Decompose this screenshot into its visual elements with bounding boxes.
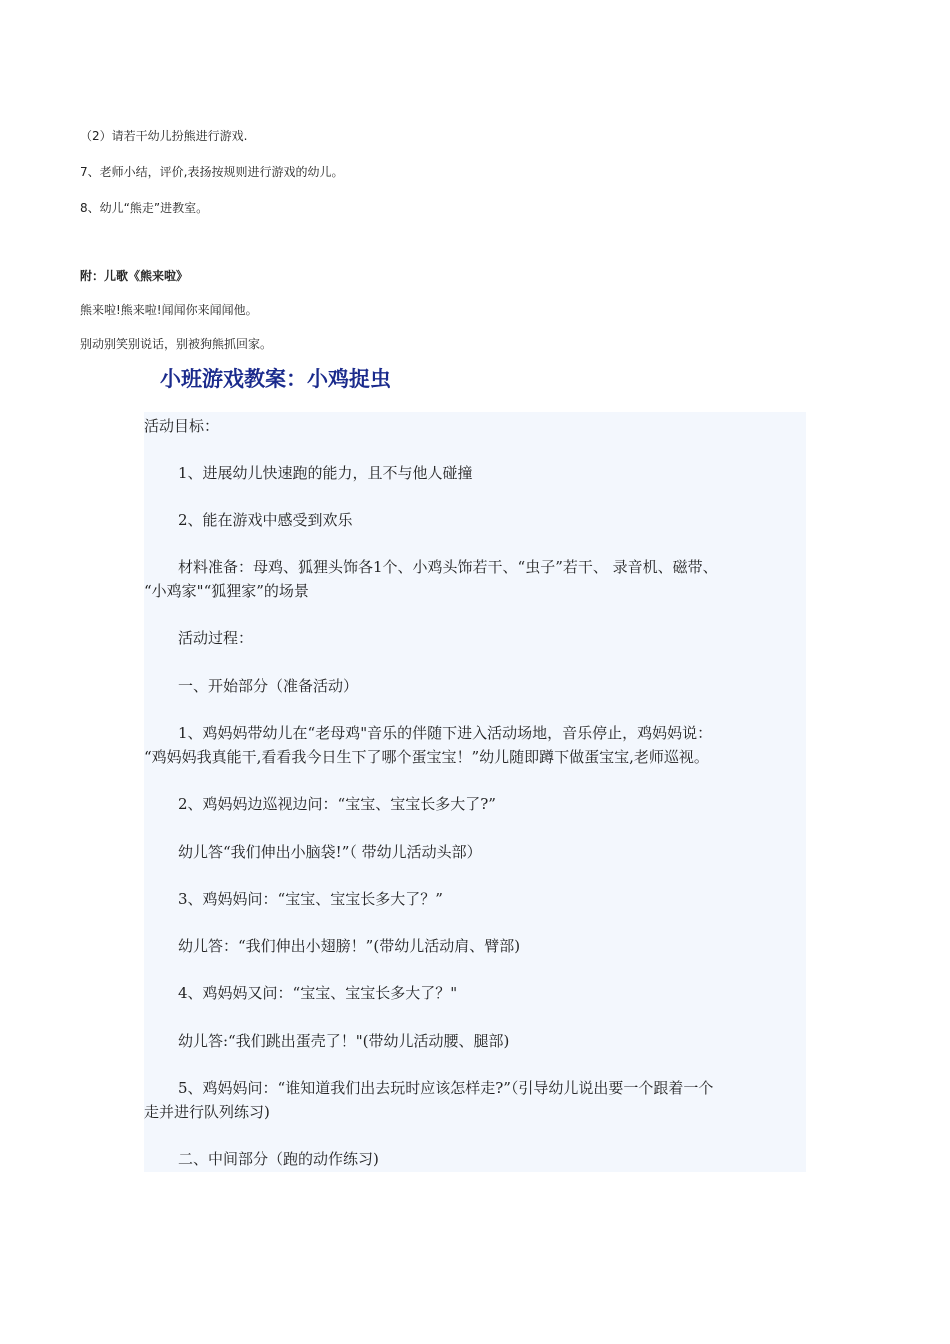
- step-5-line-2: 走并进行队列练习): [144, 1103, 270, 1121]
- step-3-question: 3、鸡妈妈问：“宝宝、宝宝长多大了？”: [178, 890, 443, 908]
- song-line-1: 熊来啦!熊来啦!闻闻你来闻闻他。: [80, 303, 258, 317]
- lesson-title: 小班游戏教案：小鸡捉虫: [160, 367, 391, 391]
- text-line-game-step-2: （2）请若干幼儿扮熊进行游戏.: [80, 129, 248, 143]
- materials-line-1: 材料准备：母鸡、狐狸头饰各1个、小鸡头饰若干、“虫子”若干、 录音机、磁带、: [178, 558, 718, 576]
- goal-item-1: 1、进展幼儿快速跑的能力，且不与他人碰撞: [178, 464, 473, 482]
- materials-line-2: “小鸡家"“狐狸家”的场景: [144, 582, 309, 600]
- step-4-question: 4、鸡妈妈又问：“宝宝、宝宝长多大了？": [178, 984, 458, 1002]
- step-5-line-1: 5、鸡妈妈问：“谁知道我们出去玩时应该怎样走?”（引导幼儿说出要一个跟着一个: [178, 1079, 714, 1097]
- section-2-heading: 二、中间部分（跑的动作练习): [178, 1150, 379, 1168]
- process-heading: 活动过程：: [178, 629, 254, 647]
- text-line-step-8: 8、幼儿“熊走”进教室。: [80, 201, 209, 215]
- step-1-line-2: “鸡妈妈我真能干,看看我今日生下了哪个蛋宝宝！”幼儿随即蹲下做蛋宝宝,老师巡视。: [144, 748, 709, 766]
- step-3-answer: 幼儿答：“我们伸出小翅膀！”(带幼儿活动肩、臂部): [178, 937, 521, 955]
- goal-heading: 活动目标：: [144, 417, 220, 435]
- step-1-line-1: 1、鸡妈妈带幼儿在“老母鸡"音乐的伴随下进入活动场地，音乐停止，鸡妈妈说：: [178, 724, 713, 742]
- goal-item-2: 2、能在游戏中感受到欢乐: [178, 511, 353, 529]
- song-line-2: 别动别笑别说话，别被狗熊抓回家。: [80, 337, 273, 351]
- step-2-question: 2、鸡妈妈边巡视边问：“宝宝、宝宝长多大了?”: [178, 795, 496, 813]
- step-4-answer: 幼儿答:“我们跳出蛋壳了！"(带幼儿活动腰、腿部): [178, 1032, 510, 1050]
- text-line-step-7: 7、老师小结，评价,表扬按规则进行游戏的幼儿。: [80, 165, 344, 179]
- lesson-content-box: [144, 412, 806, 1172]
- section-1-heading: 一、开始部分（准备活动）: [178, 677, 359, 695]
- appendix-heading: 附：儿歌《熊来啦》: [80, 269, 189, 283]
- step-2-answer: 幼儿答“我们伸出小脑袋!”（ 带幼儿活动头部）: [178, 843, 482, 861]
